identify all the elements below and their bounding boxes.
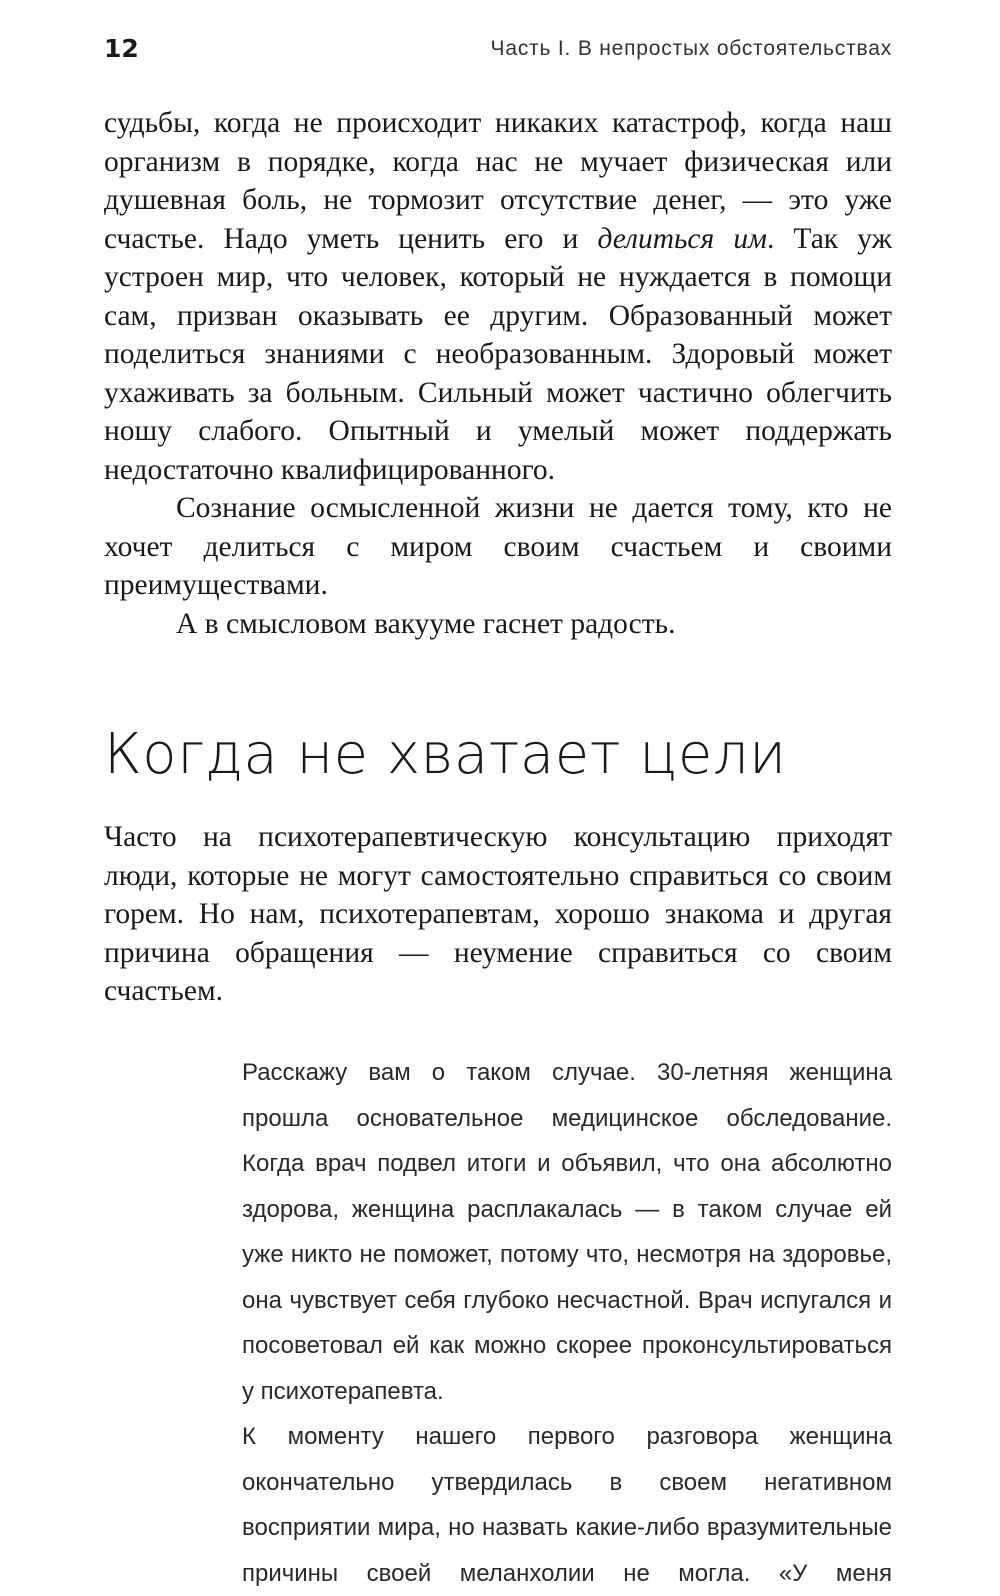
paragraph-text: . Так уж устроен мир, что человек, который не нуждается в помощи сам, призван оказывать ее другим. Образованный может поделиться знаниями с необразованным. Здоровый может ухаживать за больным. Сильный может частично облегчить ношу слабого. Опытный и умелый может поддержать недостаточно квалифицированного. [104, 222, 892, 486]
running-title: Часть I. В непростых обстоятельствах [490, 37, 892, 60]
case-paragraph: К моменту нашего первого разговора женщина окончательно утвердилась в своем негативном восприятии мира, но назвать какие-либо вразумительные причины своей меланхолии не могла. «У меня [242, 1423, 892, 1587]
section-heading: Когда не хватает цели [104, 722, 787, 787]
page-number: 12 [104, 34, 139, 63]
section-intro [104, 818, 892, 1011]
running-header [104, 34, 892, 70]
paragraph-continuation [104, 104, 892, 489]
top-text-block [104, 104, 892, 643]
intro-paragraph: Часто на психотерапевтическую консультацию приходят люди, которые не могут самостоятельно справиться со своим горем. Но нам, психотерапевтам, хорошо знакома и другая причина обращения — неумение справиться со своим счастьем. [104, 821, 892, 1007]
emphasis-text: делиться им [597, 222, 767, 255]
case-paragraph: Расскажу вам о таком случае. 30-летняя женщина прошла основательное медицинское обследование. Когда врач подвел итоги и объявил, что она абсолютно здорова, женщина расплакалась — в таком случае ей уже никто не поможет, потому что, несмотря на здоровье, она чувствует себя глубоко несчастной. Врач испугался и посоветовал ей как можно скорее проконсультироваться у психотерапевта. [242, 1059, 892, 1405]
case-study-block [242, 1050, 892, 1596]
paragraph: А в смысловом вакууме гаснет радость. [176, 607, 676, 640]
paragraph: Сознание осмысленной жизни не дается тому, кто не хочет делиться с миром своим счастьем и своими преимуществами. [104, 492, 892, 601]
paragraph-text: судьбы, когда не происходит никаких катастроф, когда наш организм в порядке, когда нас не мучает физическая или душевная боль, не тормозит отсутствие денег, — это уже счастье. Надо уметь ценить его и [104, 107, 892, 255]
